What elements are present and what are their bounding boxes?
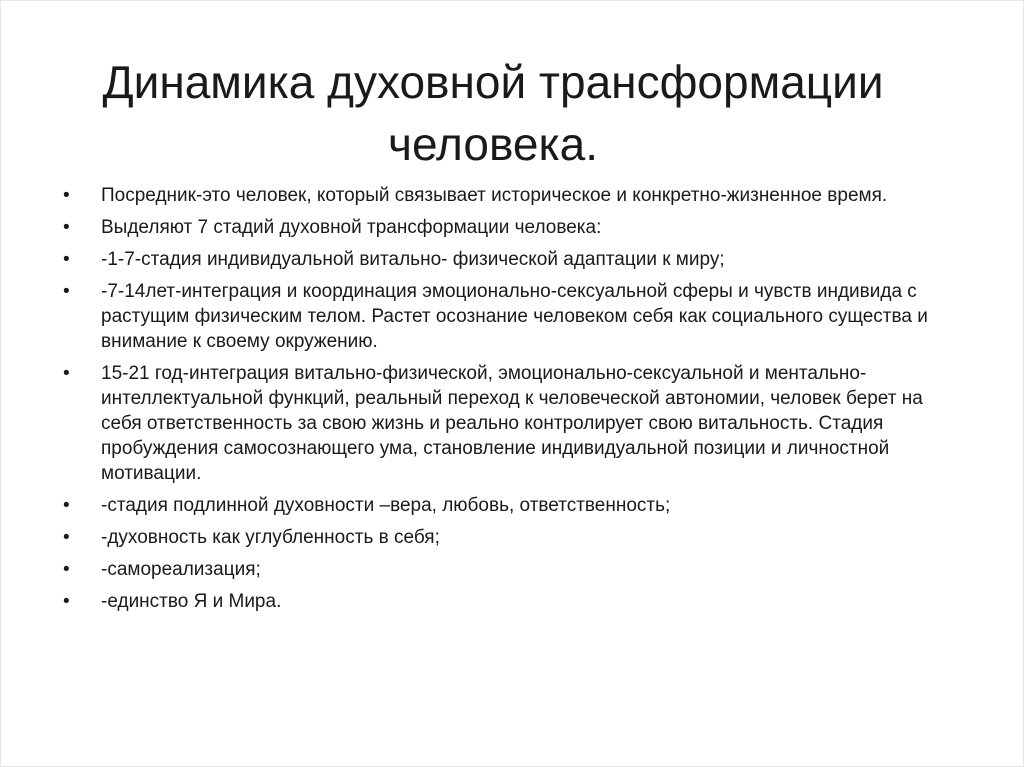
bullet-icon: •: [63, 363, 70, 384]
list-item: [63, 215, 943, 240]
list-item-text: Посредник-это человек, который связывает историческое и конкретно-жизненное время.: [101, 185, 888, 206]
bullet-icon: •: [63, 559, 70, 580]
list-item: [63, 525, 943, 550]
list-item-text: -самореализация;: [101, 559, 261, 580]
list-item: [63, 361, 943, 486]
list-item: [63, 183, 943, 208]
list-item-text: -7-14лет-интеграция и координация эмоционально-сексуальной сферы и чувств индивида с растущим физическим телом. Растет осознание человеком себя как социального существа и внимание к своему окружению.: [101, 281, 928, 352]
bullet-icon: •: [63, 495, 70, 516]
list-item-text: -духовность как углубленность в себя;: [101, 527, 440, 548]
bullet-icon: •: [63, 185, 70, 206]
list-item: [63, 557, 943, 582]
list-item-text: -единство Я и Мира.: [101, 591, 282, 612]
list-item-text: -1-7-стадия индивидуальной витально- физической адаптации к миру;: [101, 249, 725, 270]
bullet-icon: •: [63, 249, 70, 270]
bullet-icon: •: [63, 591, 70, 612]
list-item: [63, 247, 943, 272]
list-item-text: 15-21 год-интеграция витально-физической, эмоционально-сексуальной и ментально-интеллектуальной функций, реальный переход к человеческой автономии, человек берет на себя ответственность за свою жизнь и реально контролирует свою витальность. Стадия пробуждения самосознающего ума, становление индивидуальной позиции и личностной мотивации.: [101, 363, 923, 484]
list-item: [63, 279, 943, 354]
list-item: [63, 493, 943, 518]
list-item: [63, 589, 943, 614]
bullet-icon: •: [63, 217, 70, 238]
slide-title: Динамика духовной трансформации человека.: [102, 56, 884, 170]
list-item-text: Выделяют 7 стадий духовной трансформации человека:: [101, 217, 602, 238]
bullet-icon: •: [63, 527, 70, 548]
bullet-icon: •: [63, 281, 70, 302]
list-item-text: -стадия подлинной духовности –вера, любовь, ответственность;: [101, 495, 671, 516]
bullet-list: [63, 183, 943, 621]
